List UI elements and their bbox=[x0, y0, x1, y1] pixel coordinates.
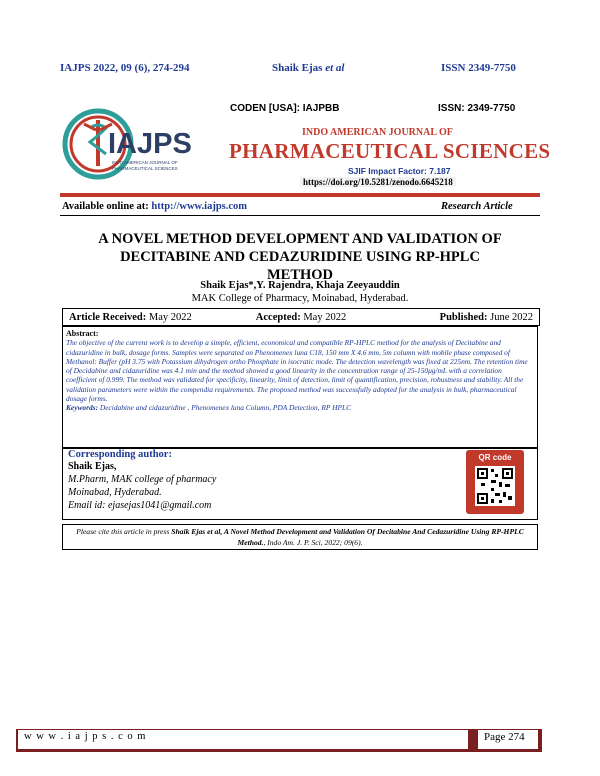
abstract-text: The objective of the current work is to develop a simple, efficient, economical and compatible RP-HPLC method for the analysis of Decitabine and cidazuridine in bulk, dosage forms. Samples were separated on Phenomenex luna C18, 150 mm X 4.6 mm, 5m column with mobile phase composed of Methanol: Buffer (pH 3.75 with Potassium dihydrogen ortho Phosphate in isocratic mode. The detection wavelength was fixed at 225nm. The retention time of Decidabine and cidazuridine was 4.1 min and the method showed a good linearity in the concentration range of 25-150μg/mL with a correlation coefficient of 0.999. The method was validated for specificity, linearity, limit of detection, limit of quantification, precision, robustness and stability. All the validation parameters were within the compendia requirements. The proposed method was successfully adopted for the analysis in bulk, pharmaceutical dosage forms. bbox=[66, 338, 528, 404]
availability bbox=[62, 201, 247, 212]
keywords-label: Keywords: bbox=[66, 403, 100, 413]
header-author-name: Shaik Ejas bbox=[272, 62, 326, 74]
journal-logo bbox=[60, 106, 220, 186]
keywords-text: Decidabine and cidazuridine , Phenomenex luna Column, PDA Detection, RP HPLC bbox=[99, 403, 352, 413]
abstract-box bbox=[62, 326, 538, 448]
header-issn: ISSN 2349-7750 bbox=[441, 62, 516, 74]
affiliation: MAK College of Pharmacy, Moinabad, Hyderabad. bbox=[191, 293, 409, 304]
citation-box bbox=[62, 524, 538, 550]
date-received: Article Received: May 2022 bbox=[69, 311, 192, 323]
corresponding-name: Shaik Ejas, bbox=[68, 461, 117, 472]
doi-link[interactable]: https://doi.org/10.5281/zenodo.6645218 bbox=[300, 177, 456, 187]
journal-name-line1: INDO AMERICAN JOURNAL OF bbox=[302, 127, 453, 138]
date-accepted: Accepted: May 2022 bbox=[255, 311, 347, 323]
page-number: Page 274 bbox=[484, 731, 525, 743]
impact-factor: SJIF Impact Factor: 7.187 bbox=[348, 166, 451, 176]
header-author bbox=[272, 62, 344, 74]
corresponding-line-1: M.Pharm, MAK college of pharmacy bbox=[68, 474, 217, 485]
authors: Shaik Ejas*,Y. Rajendra, Khaja Zeeyauddin bbox=[200, 280, 400, 291]
citation-title: Shaik Ejas et al, A Novel Method Development and Validation Of Decitabine And Cedazuridine Using RP-HPLC Method. bbox=[171, 527, 524, 547]
qr-code-panel bbox=[466, 450, 524, 514]
logo-subtitle-2: PHARMACEUTICAL SCIENCES bbox=[112, 166, 178, 171]
corresponding-email: Email id: ejasejas1041@gmail.com bbox=[68, 500, 212, 511]
availability-divider bbox=[60, 215, 540, 216]
qr-code-icon[interactable] bbox=[475, 466, 515, 506]
journal-url-link[interactable]: http://www.iajps.com bbox=[151, 201, 248, 212]
citation-lead: Please cite this article in press bbox=[76, 527, 172, 536]
masthead-issn: ISSN: 2349-7750 bbox=[438, 103, 516, 114]
title-line-2: DECITABINE AND CEDAZURIDINE USING RP-HPLC bbox=[120, 249, 480, 265]
header-author-etal: et al bbox=[325, 62, 345, 74]
journal-name-line2: PHARMACEUTICAL SCIENCES bbox=[229, 139, 551, 163]
corresponding-line-2: Moinabad, Hyderabad. bbox=[68, 487, 162, 498]
availability-label: Available online at: bbox=[62, 201, 152, 212]
qr-label: QR code bbox=[478, 453, 512, 462]
coden: CODEN [USA]: IAJPBB bbox=[230, 103, 340, 114]
corresponding-heading: Corresponding author: bbox=[68, 449, 172, 460]
logo-subtitle-1: INDO AMERICAN JOURNAL OF bbox=[112, 160, 178, 165]
article-title bbox=[60, 230, 540, 284]
masthead-divider bbox=[60, 193, 540, 197]
title-line-1: A NOVEL METHOD DEVELOPMENT AND VALIDATION OF bbox=[98, 231, 502, 247]
title-line-3: METHOD bbox=[266, 267, 334, 283]
footer-site[interactable]: w w w . i a j p s . c o m bbox=[24, 731, 147, 742]
header-journal-ref: IAJPS 2022, 09 (6), 274-294 bbox=[60, 62, 190, 74]
abstract-heading: Abstract: bbox=[66, 329, 99, 338]
article-type: Research Article bbox=[441, 201, 513, 212]
citation-tail: , Indo Am. J. P. Sci, 2022; 09(6). bbox=[263, 538, 363, 547]
article-dates bbox=[62, 308, 540, 326]
logo-wordmark: IAJPS bbox=[108, 128, 192, 160]
keywords bbox=[66, 403, 534, 412]
date-published: Published: June 2022 bbox=[439, 311, 534, 323]
